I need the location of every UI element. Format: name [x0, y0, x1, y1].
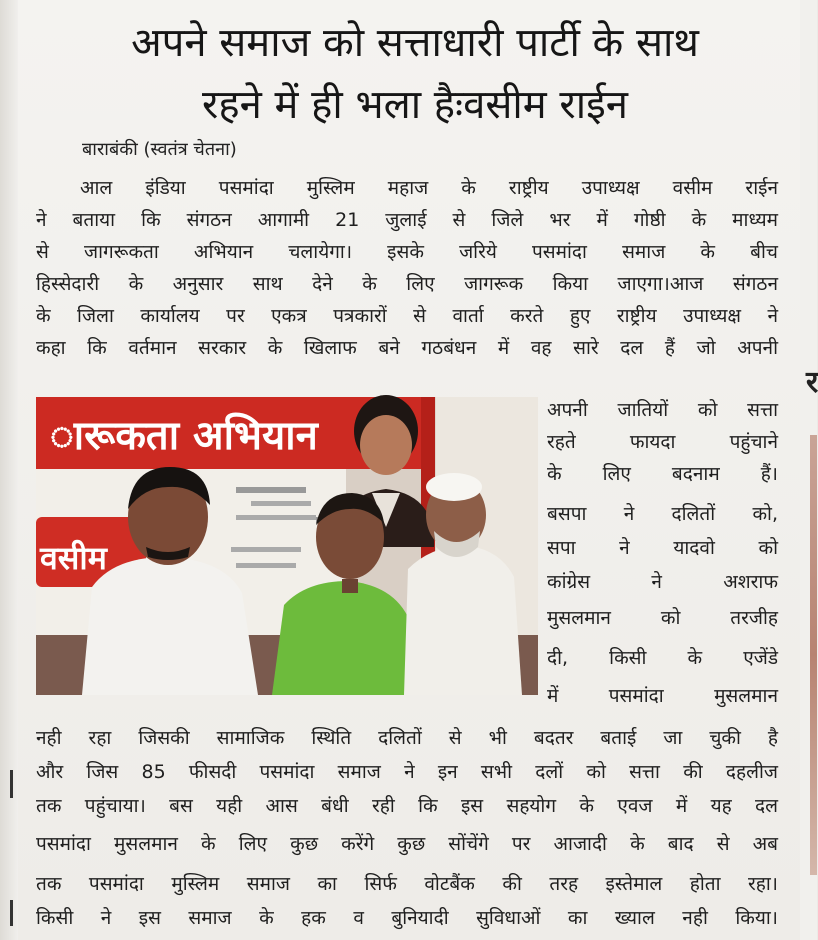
body-line: तक पसमांदा मुस्लिम समाज का सिर्फ वोटबैंक की तरह इस्तेमाल होता रहा।	[36, 873, 778, 895]
body-line: से जागरूकता अभियान चलायेगा। इसके जरिये पसमांदा समाज के बीच	[36, 241, 778, 263]
dateline: बाराबंकी (स्वतंत्र चेतना)	[82, 139, 237, 160]
article-photo	[36, 397, 538, 695]
side-line: बसपा ने दलितों को,	[547, 503, 778, 525]
body-line: आल इंडिया पसमांदा मुस्लिम महाज के राष्ट्रीय उपाध्यक्ष वसीम राईन	[80, 177, 778, 199]
right-page-edge	[800, 0, 817, 940]
body-line: कहा कि वर्तमान सरकार के खिलाफ बने गठबंधन में वह सारे दल हैं जो अपनी	[36, 337, 778, 359]
adjacent-photo-strip	[810, 435, 817, 875]
side-line: मुसलमान को तरजीह	[547, 607, 778, 629]
body-line: तक पहुंचाया। बस यही आस बंधी रही कि इस सहयोग के एवज में यह दल	[36, 795, 778, 817]
body-line: ने बताया कि संगठन आगामी 21 जुलाई से जिले भर में गोष्ठी के माध्यम	[36, 209, 778, 231]
headline-line-2: रहने में ही भला हैःवसीम राईन	[202, 82, 628, 128]
body-line: हिस्सेदारी के अनुसार साथ देने के लिए जागरूक किया जाएगा।आज संगठन	[36, 273, 778, 295]
edge-mark	[10, 900, 13, 926]
left-page-edge	[0, 0, 18, 940]
photo-name-text: वसीम	[40, 539, 107, 577]
side-line: कांग्रेस ने अशराफ	[547, 571, 778, 593]
edge-mark	[10, 770, 13, 798]
side-line: रहते फायदा पहुंचाने	[547, 431, 778, 453]
side-line: के लिए बदनाम हैं।	[547, 463, 778, 485]
headline-line-1: अपने समाज को सत्ताधारी पार्टी के साथ	[131, 20, 699, 66]
photo-illustration	[36, 397, 538, 695]
side-line: में पसमांदा मुसलमान	[547, 685, 778, 707]
side-line: अपनी जातियों को सत्ता	[547, 399, 778, 421]
edge-glyph: र	[806, 365, 818, 400]
side-line: दी, किसी के एजेंडे	[547, 647, 778, 669]
side-line: सपा ने यादवो को	[547, 537, 778, 559]
photo-banner-text: ारूकता अभियान	[50, 413, 318, 459]
body-line: और जिस 85 फीसदी पसमांदा समाज ने इन सभी दलों को सत्ता की दहलीज	[36, 761, 778, 783]
body-line: नही रहा जिसकी सामाजिक स्थिति दलितों से भी बदतर बताई जा चुकी है	[36, 727, 778, 749]
body-line: पसमांदा मुसलमान के लिए कुछ करेंगे कुछ सोंचेंगे पर आजादी के बाद से अब	[36, 833, 778, 855]
body-line: किसी ने इस समाज के हक व बुनियादी सुविधाओं का ख्याल नही किया।	[36, 907, 778, 929]
body-line: के जिला कार्यालय पर एकत्र पत्रकारों से वार्ता करते हुए राष्ट्रीय उपाध्यक्ष ने	[36, 305, 778, 327]
